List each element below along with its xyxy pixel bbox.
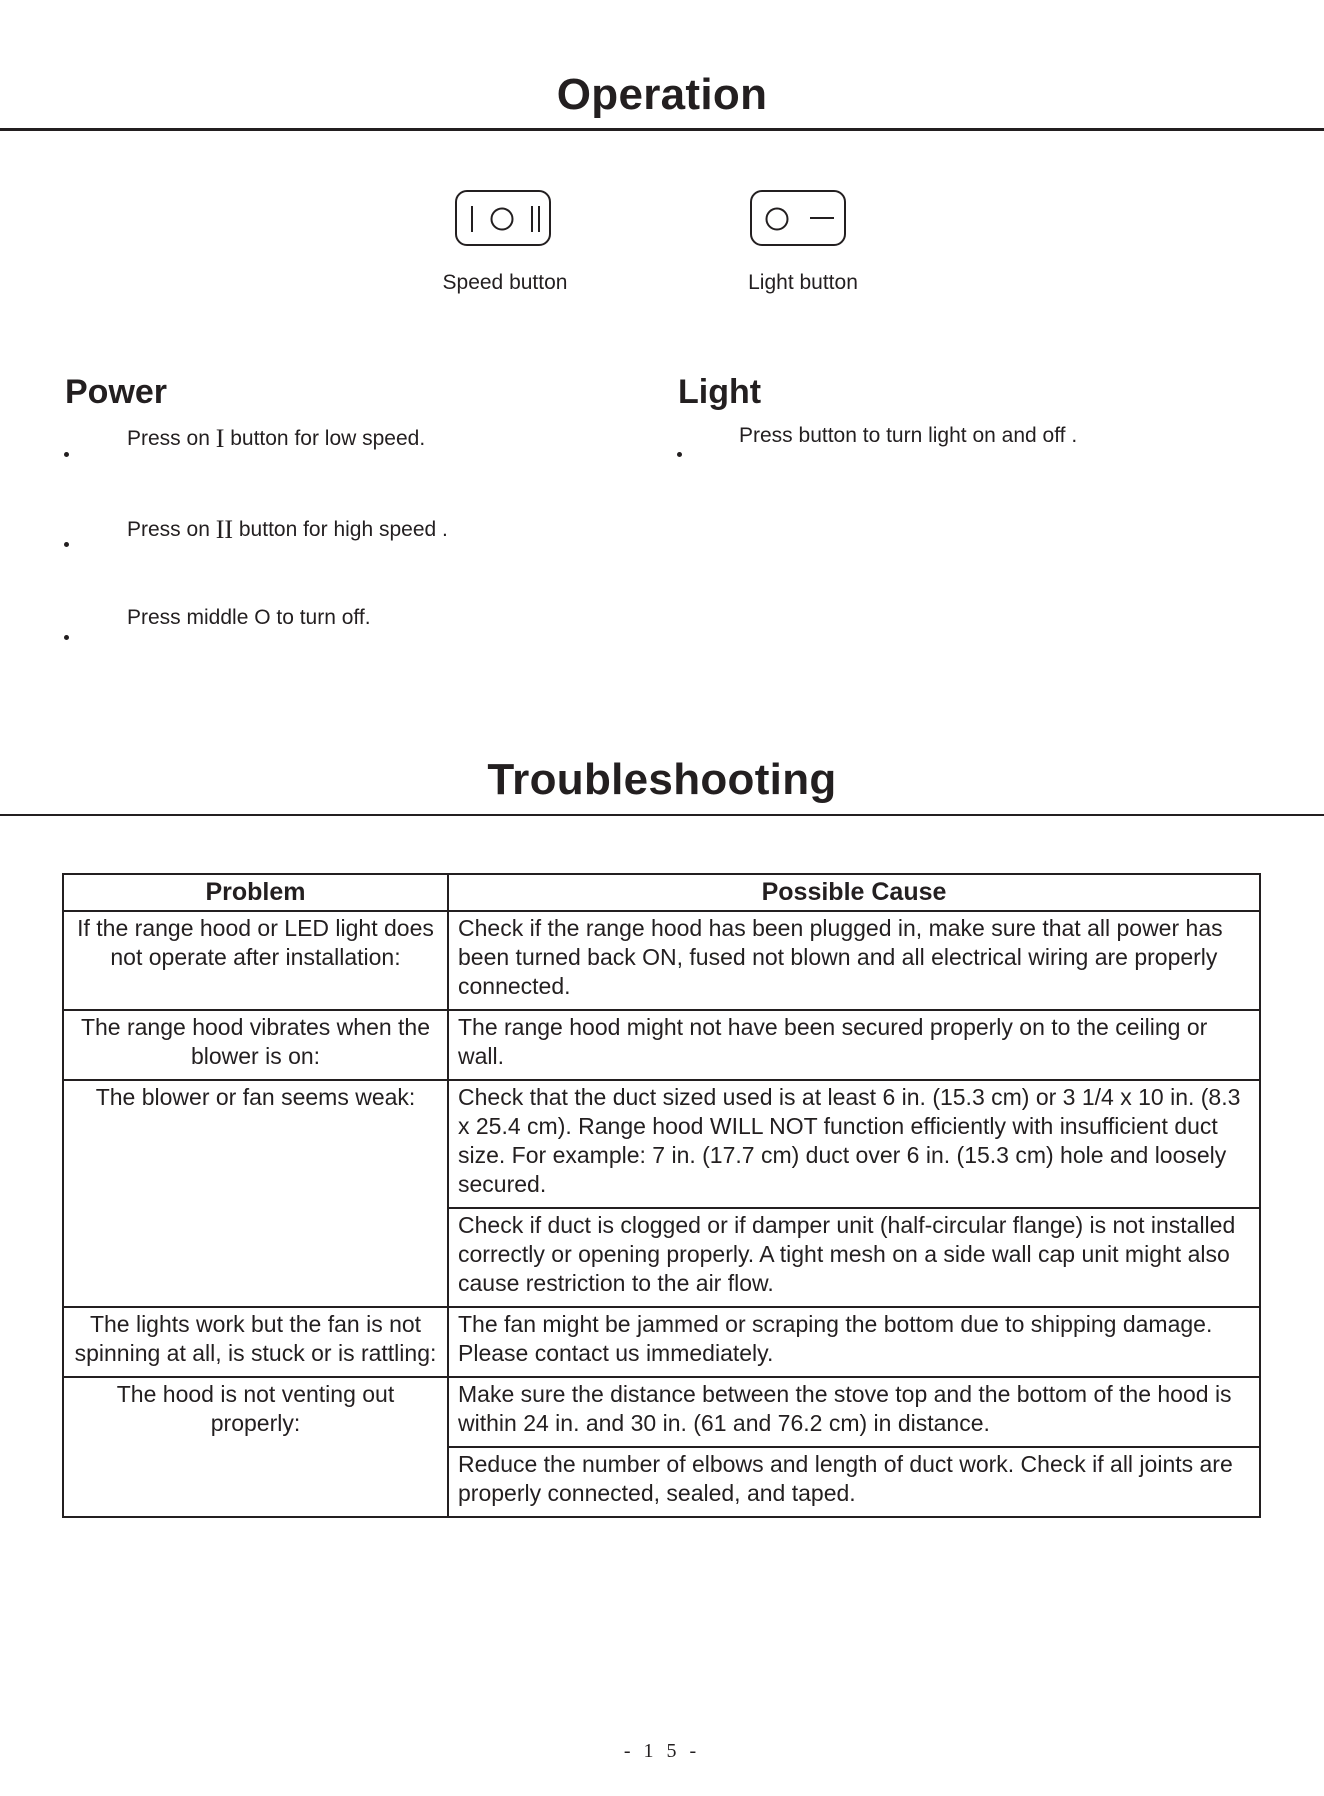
light-switch-icon [750, 190, 846, 246]
power-item-high-speed [127, 515, 448, 545]
table-header-row [63, 874, 1260, 911]
table-row [63, 1307, 1260, 1377]
power-bullet-3 [64, 635, 69, 640]
power-bullet-1 [64, 452, 69, 457]
problem-cell: The blower or fan seems weak: [63, 1080, 448, 1307]
power-item-low-speed [127, 424, 425, 454]
operation-divider [0, 128, 1324, 131]
speed-switch-icon [455, 190, 551, 246]
power-title: Power [65, 373, 168, 411]
page-number: - 1 5 - [623, 1740, 701, 1762]
cause-cell: Reduce the number of elbows and length of duct work. Check if all joints are properly connected, sealed, and taped. [448, 1447, 1260, 1517]
troubleshooting-title: Troubleshooting [487, 755, 837, 804]
problem-cell: The lights work but the fan is not spinning at all, is stuck or is rattling: [63, 1307, 448, 1377]
cause-cell: Check if duct is clogged or if damper unit (half-circular flange) is not installed correctly or opening properly. A tight mesh on a side wall cap unit might also cause restriction to the air flow. [448, 1208, 1260, 1307]
cause-column-header: Possible Cause [448, 874, 1260, 911]
power-item-2-after: button for high speed . [233, 518, 448, 541]
cause-cell: Make sure the distance between the stove top and the bottom of the hood is within 24 in. and 30 in. (61 and 76.2 cm) in distance. [448, 1377, 1260, 1447]
operation-title: Operation [556, 70, 768, 119]
table-row [63, 1377, 1260, 1447]
problem-cell: The range hood vibrates when the blower is on: [63, 1010, 448, 1080]
cause-cell: Check if the range hood has been plugged in, make sure that all power has been turned back ON, fused not blown and all electrical wiring are properly connected. [448, 911, 1260, 1010]
light-item-toggle: Press button to turn light on and off . [739, 424, 1078, 447]
low-speed-glyph: I [215, 424, 225, 453]
table-row [63, 911, 1260, 1010]
table-row [63, 1080, 1260, 1208]
problem-cell: If the range hood or LED light does not operate after installation: [63, 911, 448, 1010]
light-title: Light [678, 373, 762, 411]
troubleshooting-table [62, 873, 1261, 1518]
troubleshooting-divider [0, 814, 1324, 816]
cause-cell: The range hood might not have been secured properly on to the ceiling or wall. [448, 1010, 1260, 1080]
light-button-caption: Light button [748, 271, 858, 294]
power-bullet-2 [64, 542, 69, 547]
power-item-1-after: button for low speed. [224, 427, 426, 450]
table-row [63, 1010, 1260, 1080]
high-speed-glyph: II [215, 515, 234, 544]
speed-button-caption: Speed button [442, 271, 568, 294]
problem-column-header: Problem [63, 874, 448, 911]
power-item-off [127, 606, 371, 630]
cause-cell: Check that the duct sized used is at least 6 in. (15.3 cm) or 3 1/4 x 10 in. (8.3 x 25.4 cm). Range hood WILL NOT function efficiently with insufficient duct size. For example: 7 in. (17.7 cm) duct over 6 in. (15.3 cm) hole and loosely secured. [448, 1080, 1260, 1208]
power-item-1-before: Press on [127, 427, 216, 450]
problem-cell: The hood is not venting out properly: [63, 1377, 448, 1517]
power-item-3-text: Press middle O to turn off. [127, 606, 371, 629]
power-item-2-before: Press on [127, 518, 216, 541]
light-bullet-1 [677, 452, 682, 457]
cause-cell: The fan might be jammed or scraping the bottom due to shipping damage. Please contact us immediately. [448, 1307, 1260, 1377]
